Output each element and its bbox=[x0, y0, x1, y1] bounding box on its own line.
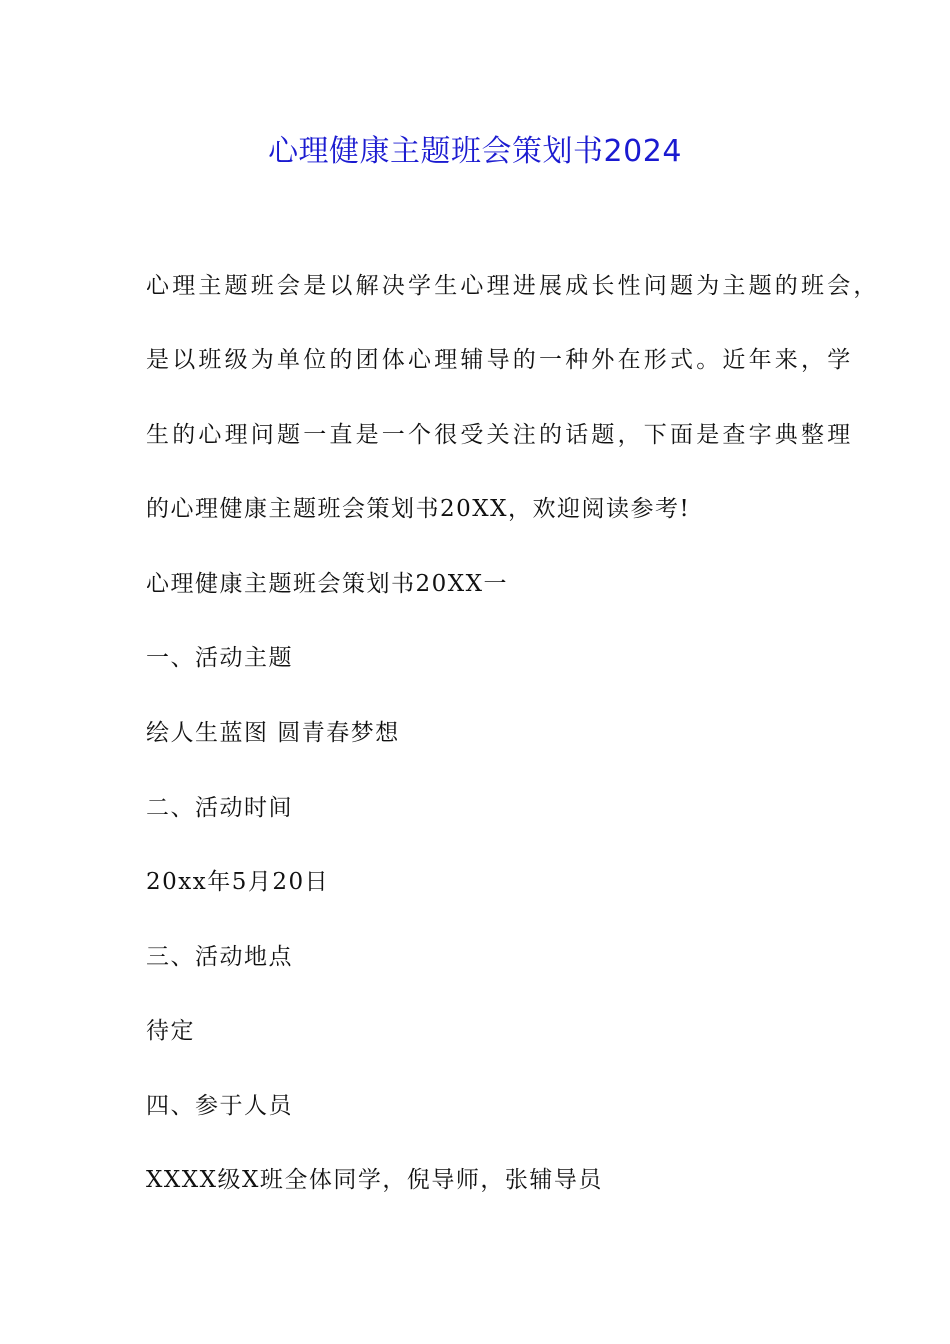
document-title: 心理健康主题班会策划书2024 bbox=[268, 134, 682, 169]
section-4-content: XXXX级X班全体同学，倪导师，张辅导员 bbox=[146, 1167, 603, 1193]
section-4-heading: 四、参于人员 bbox=[146, 1093, 293, 1119]
intro-line-1: 心理主题班会是以解决学生心理进展成长性问题为主题的班会， bbox=[146, 273, 880, 299]
section-1-content: 绘人生蓝图 圆青春梦想 bbox=[146, 720, 400, 746]
intro-line-3: 生的心理问题一直是一个很受关注的话题，下面是查字典整理 bbox=[146, 422, 854, 448]
section-2-content: 20xx年5月20日 bbox=[146, 869, 330, 895]
section-3-content: 待定 bbox=[146, 1018, 195, 1044]
section-3-heading: 三、活动地点 bbox=[146, 944, 293, 970]
intro-line-2: 是以班级为单位的团体心理辅导的一种外在形式。近年来，学 bbox=[146, 347, 854, 373]
section-heading: 心理健康主题班会策划书20XX一 bbox=[146, 571, 509, 597]
section-2-heading: 二、活动时间 bbox=[146, 795, 293, 821]
section-1-heading: 一、活动主题 bbox=[146, 645, 293, 671]
intro-line-4: 的心理健康主题班会策划书20XX，欢迎阅读参考! bbox=[146, 496, 691, 522]
